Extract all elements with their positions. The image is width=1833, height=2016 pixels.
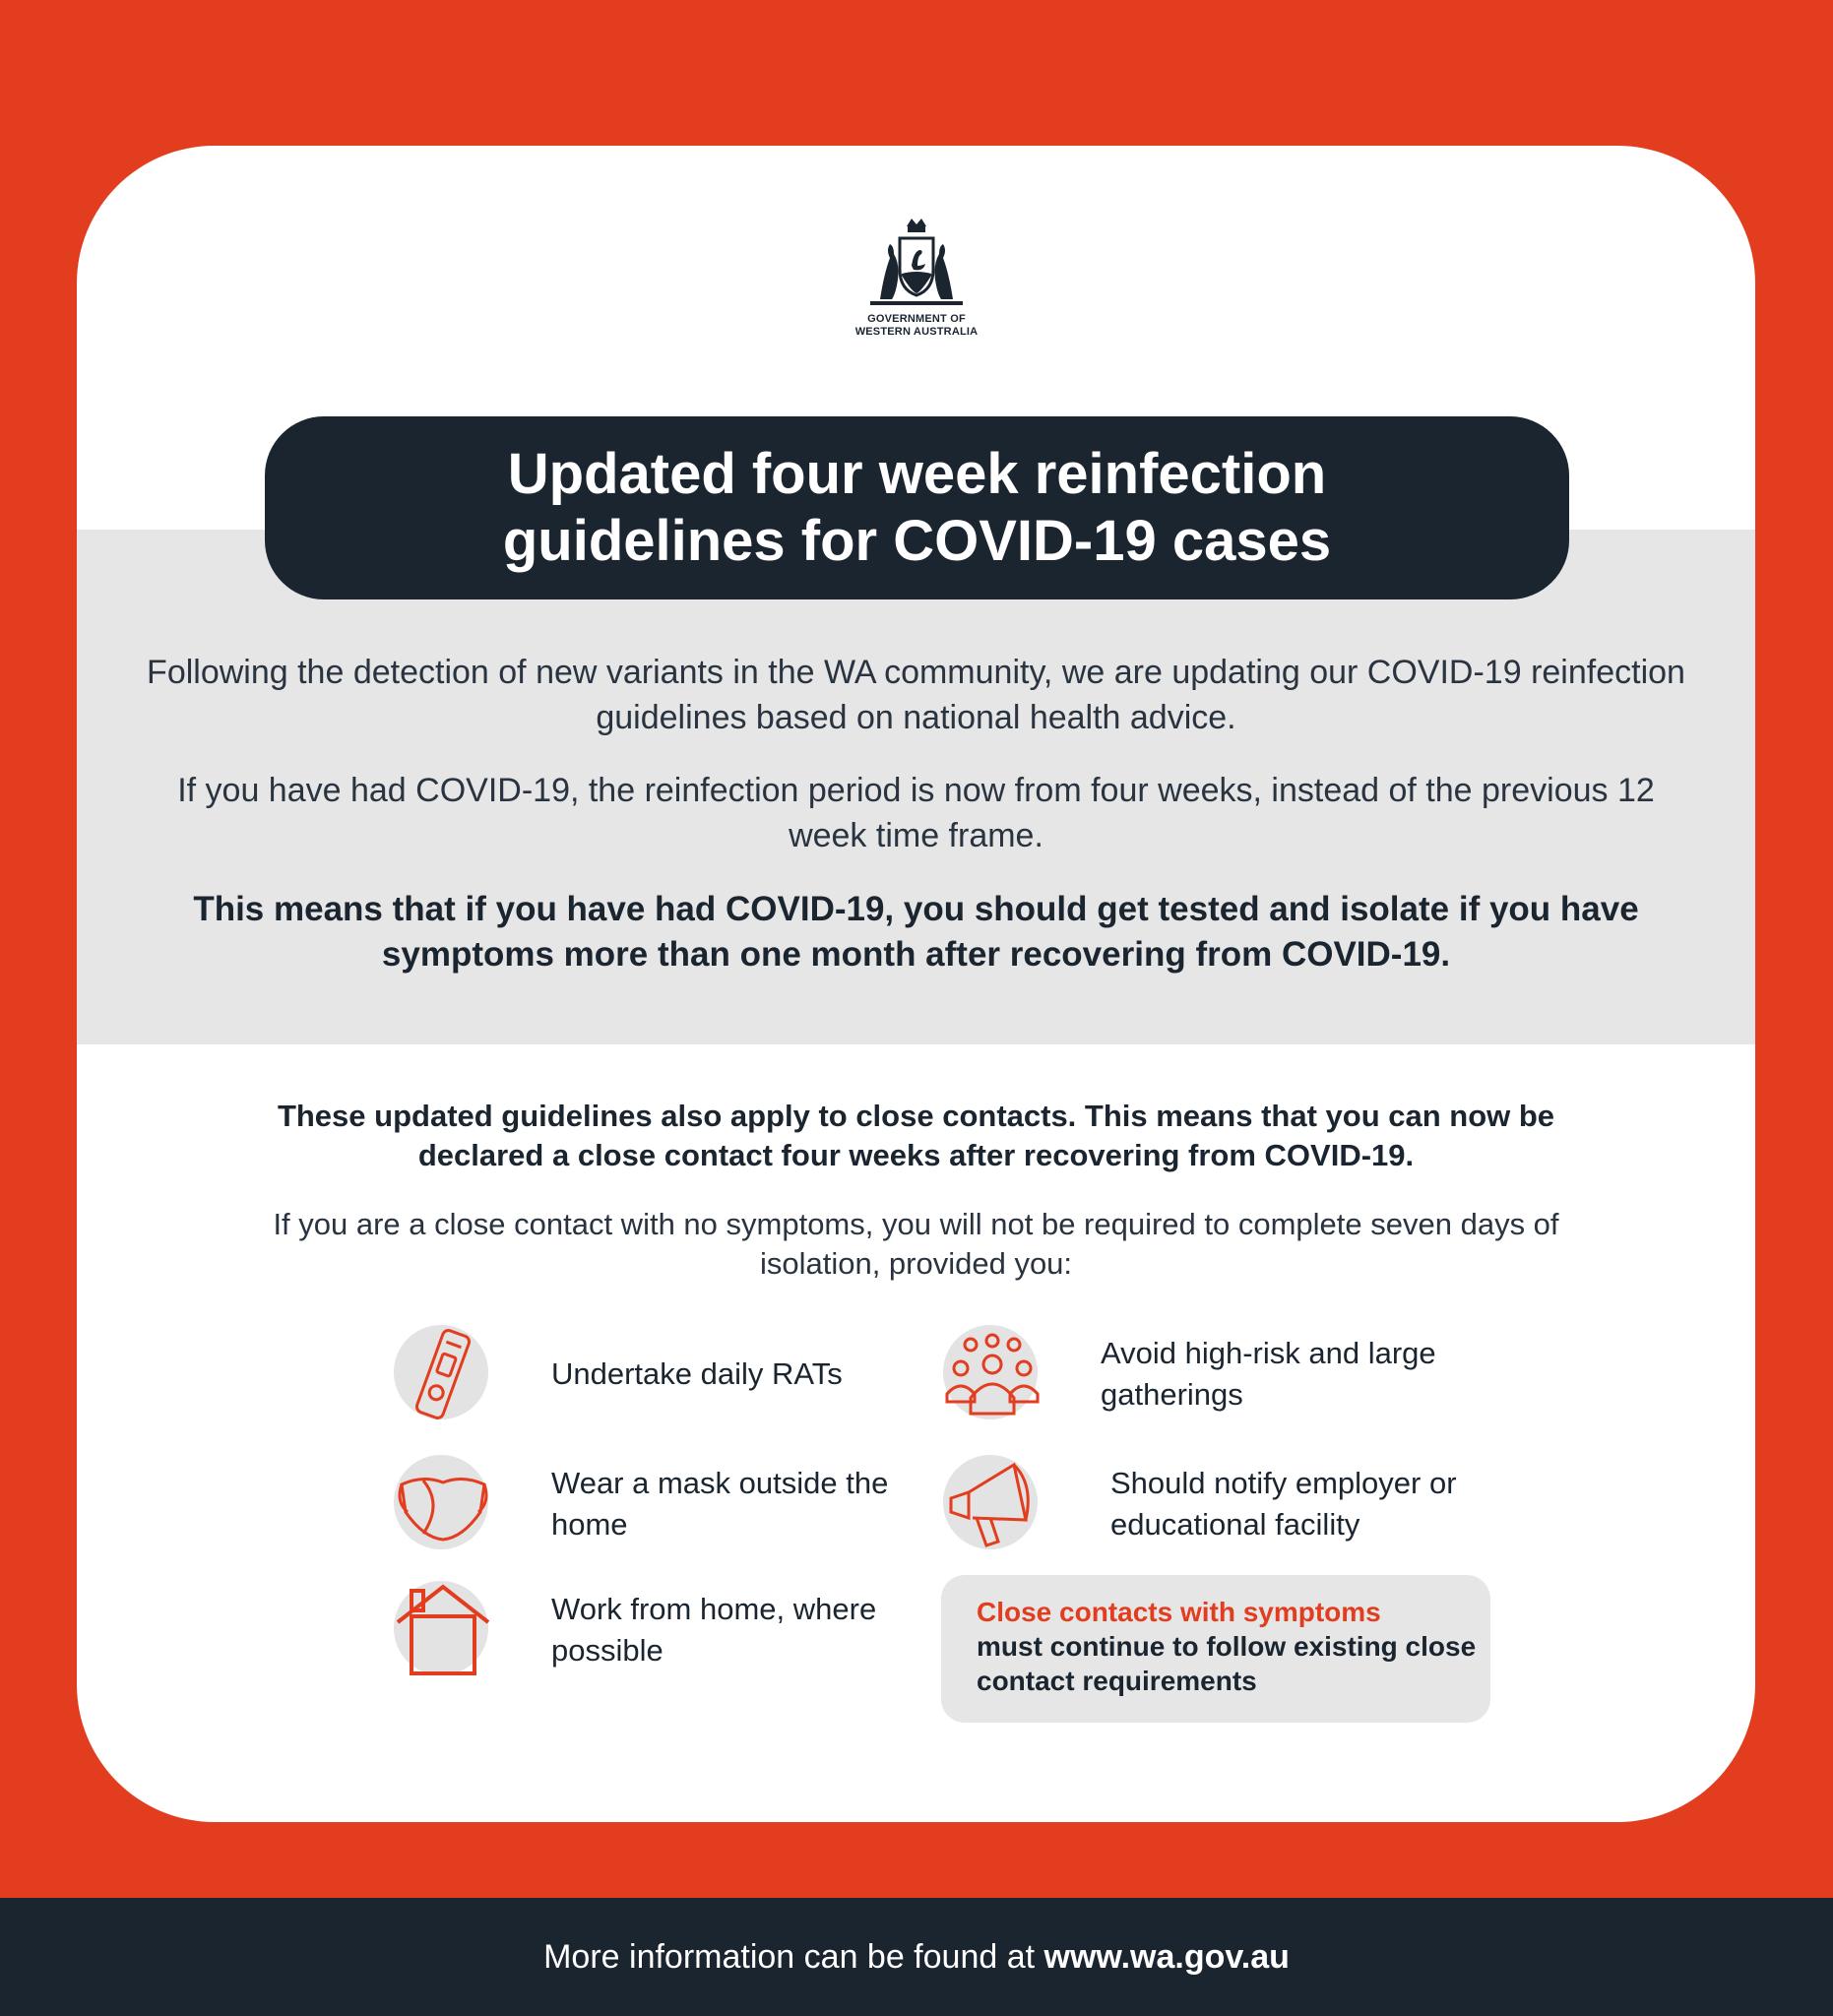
poster-card (77, 146, 1755, 1822)
logo-text-line1: GOVERNMENT OF (867, 313, 966, 325)
list-item-mask (394, 1455, 906, 1553)
house-icon (394, 1581, 492, 1679)
item-label-mask: Wear a mask outside the home (551, 1466, 889, 1542)
crowd-icon (943, 1325, 1042, 1423)
intro-paragraph-1: Following the detection of new variants in the WA community, we are updating our COVID-19 reinfection guidelines based on national health advice. (147, 654, 1685, 736)
intro-paragraph-3: This means that if you have had COVID-19, you should get tested and isolate if you have symptoms more than one month after recovering from COVID-19. (193, 890, 1639, 974)
list-item-rats (394, 1325, 906, 1423)
face-mask-icon (394, 1455, 492, 1553)
contacts-paragraph-2: If you are a close contact with no symptoms, you will not be required to complete seven days of isolation, provided you: (273, 1207, 1559, 1281)
symptoms-note (941, 1575, 1490, 1723)
item-label-gatherings: Avoid high-risk and large gatherings (1101, 1336, 1436, 1412)
logo-text-line2: WESTERN AUSTRALIA (854, 326, 979, 338)
item-label-rats: Undertake daily RATs (551, 1356, 843, 1391)
note-text: must continue to follow existing close contact requirements (977, 1631, 1477, 1696)
item-label-home: Work from home, where possible (551, 1592, 877, 1668)
rat-test-icon (394, 1325, 492, 1423)
title-line2: guidelines for COVID-19 cases (502, 509, 1332, 573)
list-item-home (394, 1581, 906, 1679)
megaphone-icon (943, 1455, 1042, 1553)
coat-of-arms-icon (862, 215, 971, 313)
item-label-notify: Should notify employer or educational facility (1110, 1466, 1457, 1542)
footer-link[interactable]: www.wa.gov.au (1043, 1938, 1290, 1976)
intro-paragraph-2: If you have had COVID-19, the reinfection period is now from four weeks, instead of the previous 12 week time frame. (177, 772, 1655, 854)
note-highlight: Close contacts with symptoms (977, 1597, 1381, 1627)
title-line1: Updated four week reinfection (507, 442, 1327, 506)
list-item-notify (943, 1455, 1524, 1553)
contacts-paragraph-1: These updated guidelines also apply to close contacts. This means that you can now be declared a close contact four weeks after recovering from COVID-19. (277, 1099, 1555, 1172)
government-logo (843, 215, 990, 362)
footer (0, 1898, 1833, 2016)
title-banner (265, 416, 1569, 599)
footer-text: More information can be found at (543, 1938, 1044, 1976)
list-item-gatherings (943, 1325, 1494, 1423)
